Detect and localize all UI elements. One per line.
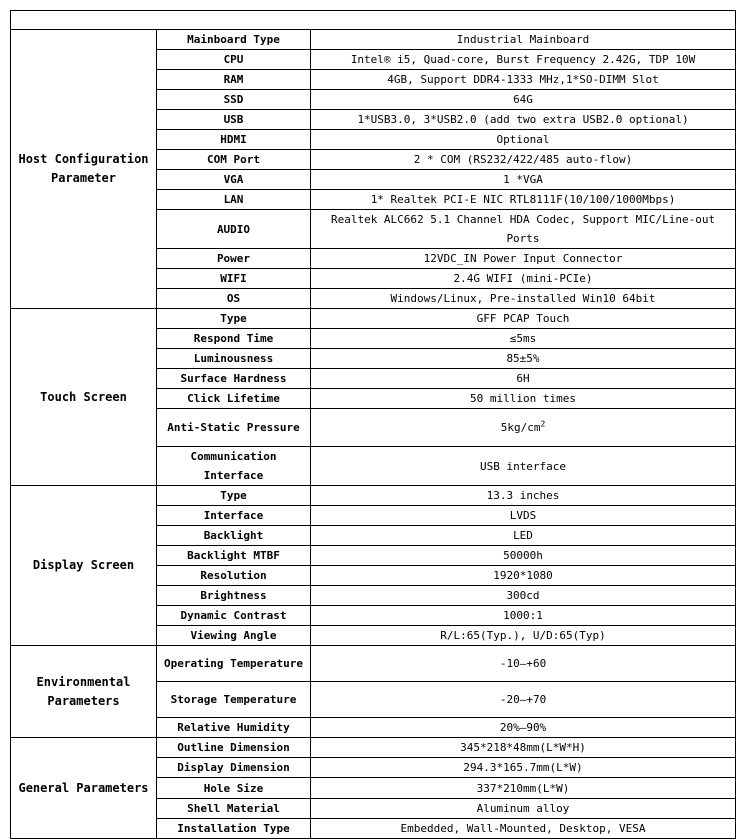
spec-value-text: 20%—90% [499,721,547,734]
spec-value [311,170,736,190]
spec-value-text: Industrial Mainboard [456,33,590,46]
spec-value [311,70,736,90]
table-row [11,738,736,758]
spec-value [311,210,736,249]
spec-value-text: Aluminum alloy [476,802,570,815]
spec-value [311,389,736,409]
spec-value-text: 2.4G WIFI (mini-PCIe) [453,272,593,285]
spec-value [311,349,736,369]
spec-value [311,249,736,269]
spec-value [311,369,736,389]
spec-table [10,10,736,839]
spec-value-text: Windows/Linux, Pre-installed Win10 64bit [390,292,656,305]
spec-value [311,799,736,819]
spec-key: OS [157,289,311,309]
spec-value-text: 1000:1 [503,609,543,622]
spec-value [311,110,736,130]
spec-key: COM Port [157,150,311,170]
table-row [11,30,736,50]
spec-key: Communication Interface [157,447,311,486]
spec-value-text: 1* Realtek PCI-E NIC RTL8111F(10/100/1000Mbps) [370,193,676,206]
spec-value-text: Realtek ALC662 5.1 Channel HDA Codec, Support MIC/Line-out Ports [330,213,716,245]
spec-key: Backlight MTBF [157,546,311,566]
group-label: Touch Screen [11,309,157,486]
group-label: Display Screen [11,486,157,646]
spec-value-text: -10—+60 [499,657,547,670]
spec-value [311,646,736,682]
spec-key: Shell Material [157,799,311,819]
spec-key: VGA [157,170,311,190]
spec-value-text: Embedded, Wall-Mounted, Desktop, VESA [400,822,646,835]
group-label: Host Configuration Parameter [11,30,157,309]
spec-key: Backlight [157,526,311,546]
table-header-row [11,11,736,30]
spec-value [311,150,736,170]
spec-value-text: 85±5% [506,352,540,365]
spec-key: Relative Humidity [157,718,311,738]
spec-key: Hole Size [157,778,311,799]
spec-value [311,778,736,799]
table-row [11,646,736,682]
spec-key: Type [157,309,311,329]
spec-value [311,50,736,70]
spec-value-text: 2 * COM (RS232/422/485 auto-flow) [413,153,633,166]
table-row [11,309,736,329]
spec-value-text: 12VDC_IN Power Input Connector [423,252,623,265]
spec-key: Operating Temperature [157,646,311,682]
spec-key: WIFI [157,269,311,289]
spec-value [311,606,736,626]
spec-value-text: Intel® i5, Quad-core, Burst Frequency 2.42G, TDP 10W [350,53,696,66]
spec-value-text: LED [513,529,533,542]
group-label: Environmental Parameters [11,646,157,738]
spec-value-text: 50000h [503,549,543,562]
spec-value-text: 64G [513,93,533,106]
spec-value [311,329,736,349]
spec-value-text: 6H [516,372,530,385]
spec-key: Installation Type [157,819,311,839]
spec-value [311,546,736,566]
spec-value-text: 294.3*165.7mm(L*W) [463,761,583,774]
spec-key: Display Dimension [157,758,311,778]
spec-value [311,738,736,758]
spec-key: Anti-Static Pressure [157,409,311,447]
spec-key: HDMI [157,130,311,150]
spec-value [311,586,736,606]
spec-value [311,626,736,646]
table-row [11,486,736,506]
spec-value [311,289,736,309]
table-header-cell [11,11,736,30]
spec-value [311,130,736,150]
spec-key: Luminousness [157,349,311,369]
spec-table-body [11,11,736,839]
spec-value [311,506,736,526]
spec-key: CPU [157,50,311,70]
spec-value [311,819,736,839]
spec-value [311,682,736,718]
spec-value [311,447,736,486]
spec-key: Viewing Angle [157,626,311,646]
spec-value-text: 4GB, Support DDR4-1333 MHz,1*SO-DIMM Slot [387,73,659,86]
spec-value [311,718,736,738]
spec-key: USB [157,110,311,130]
spec-value-text: USB interface [479,459,567,473]
spec-value [311,190,736,210]
spec-key: Resolution [157,566,311,586]
spec-value-text: Optional [496,133,550,146]
spec-key: Outline Dimension [157,738,311,758]
spec-key: Respond Time [157,329,311,349]
spec-value [311,30,736,50]
spec-value-text: 13.3 inches [486,489,560,502]
spec-value-text: ≤5ms [509,332,537,345]
spec-key: Power [157,249,311,269]
spec-value [311,90,736,110]
spec-value-text: LVDS [509,509,537,522]
spec-value [311,566,736,586]
spec-key: Brightness [157,586,311,606]
spec-key: Dynamic Contrast [157,606,311,626]
spec-key: Surface Hardness [157,369,311,389]
spec-value-text: GFF PCAP Touch [476,312,570,325]
spec-value-text: 50 million times [470,392,576,405]
spec-value-text: 5kg/cm [500,421,541,434]
spec-value [311,526,736,546]
spec-value-text: 337*210mm(L*W) [476,781,570,795]
spec-value-text: R/L:65(Typ.), U/D:65(Typ) [440,629,606,642]
spec-value [311,486,736,506]
spec-value-text: 1920*1080 [493,569,553,582]
spec-key: Interface [157,506,311,526]
spec-value [311,309,736,329]
spec-key: Type [157,486,311,506]
spec-key: Storage Temperature [157,682,311,718]
spec-value-text: 300cd [506,589,540,602]
spec-key: AUDIO [157,210,311,249]
spec-key: LAN [157,190,311,210]
spec-value [311,269,736,289]
spec-key: Mainboard Type [157,30,311,50]
spec-value-superscript: 2 [540,419,546,429]
spec-value-text: 1*USB3.0, 3*USB2.0 (add two extra USB2.0 optional) [357,113,689,126]
spec-value-text: 1 *VGA [503,173,543,186]
spec-key: SSD [157,90,311,110]
spec-key: Click Lifetime [157,389,311,409]
spec-value [311,409,736,447]
spec-value [311,758,736,778]
group-label: General Parameters [11,738,157,839]
spec-key: RAM [157,70,311,90]
spec-value-text: -20—+70 [499,693,547,706]
spec-value-text: 345*218*48mm(L*W*H) [460,741,586,754]
